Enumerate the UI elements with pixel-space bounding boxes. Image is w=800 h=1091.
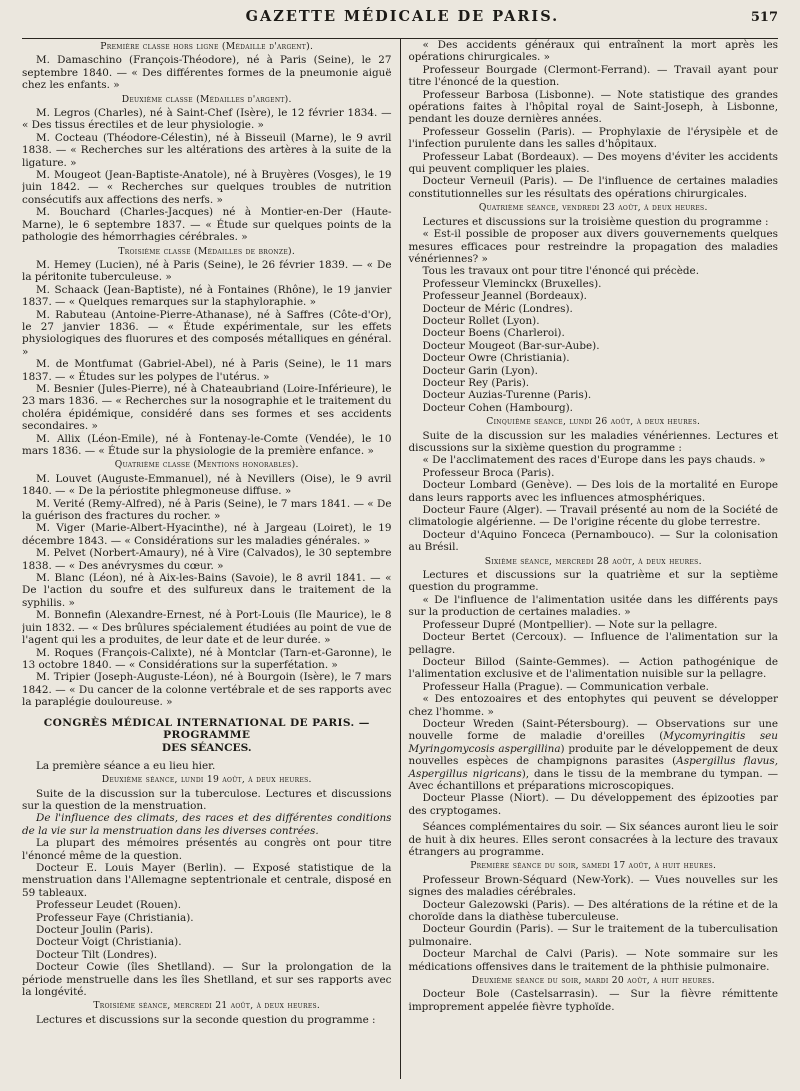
paragraph: Docteur Garin (Lyon).: [422, 364, 538, 377]
paragraph: Professeur Dupré (Montpellier). — Note sur la pellagre.: [422, 618, 718, 631]
paragraph: M. Louvet (Auguste-Emmanuel), né à Nevillers (Oise), le 9 avril 1840. — « De la périostite phlegmoneuse diffuse. »: [22, 472, 392, 498]
paragraph: M. Tripier (Joseph-Auguste-Léon), né à Bourgoin (Isère), le 7 mars 1842. — « Du cancer de la colonne vertébrale et de ses rapports avec la paraplégie douloureuse. »: [22, 671, 392, 709]
paragraph: Professeur Halla (Prague). — Communication verbale.: [422, 680, 709, 693]
paragraph: Docteur Verneuil (Paris). — De l'influence de certaines maladies constitutionnelles sur les résultats des opérations chirurgicales.: [408, 175, 778, 200]
paragraph: M. Cocteau (Théodore-Célestin), né à Bisseuil (Marne), le 9 avril 1838. — « Recherches sur les altérations des artères à la suite de la ligature. »: [22, 131, 392, 169]
paragraph: « De l'acclimatement des races d'Europe dans les pays chauds. »: [422, 454, 766, 467]
paragraph: M. Allix (Léon-Emile), né à Fontenay-le-Comte (Vendée), le 10 mars 1836. — « Étude sur la physiologie de la première enfance. »: [22, 432, 392, 457]
paragraph: Professeur Faye (Christiania).: [36, 911, 194, 924]
paragraph-with-italics: [409, 718, 779, 792]
congress-subheading: DES SÉANCES.: [161, 742, 252, 755]
journal-title: GAZETTE MÉDICALE DE PARIS.: [245, 8, 560, 25]
paragraph: M. Legros (Charles), né à Saint-Chef (Isère), le 12 février 1834. — « Des tissus érectiles et de leur physiologie. »: [22, 107, 392, 132]
paragraph: M. Blanc (Léon), né à Aix-les-Bains (Savoie), le 8 avril 1841. — « De l'action du soufre et des sulfureux dans le traitement de la syphilis. »: [22, 572, 392, 609]
paragraph: Lectures et discussions sur la troisième question du programme :: [422, 215, 769, 228]
section-heading: Quatrième classe (Mentions honorables).: [114, 459, 299, 471]
section-heading: Deuxième classe (Médailles d'argent).: [121, 93, 292, 105]
text-run: ) produite par le développement de deux nouvelles espèces de champignons parasites (: [408, 742, 778, 768]
paragraph: M. Hemey (Lucien), né à Paris (Seine), le 26 février 1839. — « De la péritonite tuberculeuse. »: [22, 258, 392, 284]
section-heading: Deuxième séance du soir, mardi 20 août, à huit heures.: [471, 975, 715, 987]
paragraph: M. Damaschino (François-Théodore), né à Paris (Seine), le 27 septembre 1840. — « Des différentes formes de la pneumonie aiguë chez les enfants. »: [22, 54, 392, 92]
paragraph: Docteur Owre (Christiania).: [422, 352, 570, 365]
paragraph: Docteur Mougeot (Bar-sur-Aube).: [422, 339, 600, 352]
section-heading: Première séance du soir, samedi 17 août, à huit heures.: [470, 860, 717, 872]
two-column-body: [22, 39, 778, 1079]
paragraph: La première séance a eu lieu hier.: [36, 759, 216, 772]
paragraph: Docteur Rey (Paris).: [422, 376, 530, 389]
paragraph: M. Bouchard (Charles-Jacques) né à Montier-en-Der (Haute-Marne), le 6 septembre 1837. — « Étude sur quelques points de la pathologie des hémorrhagies cérébrales. »: [22, 206, 392, 244]
section-heading: Troisième classe (Médailles de bronze).: [118, 245, 296, 257]
paragraph: Docteur Billod (Sainte-Gemmes). — Action pathogénique de l'alimentation exclusive et de l'alimentation nuisible sur la pellagre.: [408, 655, 778, 681]
paragraph: Docteur Cohen (Hambourg).: [422, 401, 573, 414]
section-heading: Cinquième séance, lundi 26 août, à deux heures.: [486, 416, 701, 428]
section-heading: Troisième séance, mercredi 21 août, à deux heures.: [93, 1000, 321, 1012]
paragraph: Docteur Marchal de Calvi (Paris). — Note sommaire sur les médications offensives dans le traitement de la phthisie pulmonaire.: [408, 948, 778, 973]
paragraph: Professeur Gosselin (Paris). — Prophylaxie de l'érysipèle et de l'infection purulente dans les salles d'hôpitaux.: [408, 125, 778, 151]
paragraph: Docteur Boens (Charleroi).: [422, 327, 565, 340]
paragraph: Professeur Broca (Paris).: [422, 466, 555, 479]
paragraph: Docteur d'Aquino Fonceca (Pernambouco). — Sur la colonisation au Brésil.: [408, 528, 778, 554]
paragraph: Professeur Jeannel (Bordeaux).: [422, 290, 587, 303]
paragraph: « Est-il possible de proposer aux divers gouvernements quelques mesures efficaces pour restreindre la propagation des maladies vénériennes? »: [408, 228, 778, 265]
paragraph: Docteur Faure (Alger). — Travail présenté au nom de la Société de climatologie algérienne. — De l'origine récente du globe terrestre.: [408, 504, 778, 529]
paragraph: Tous les travaux ont pour titre l'énoncé qui précède.: [422, 265, 700, 278]
paragraph: Docteur E. Louis Mayer (Berlin). — Exposé statistique de la menstruation dans l'Allemagne septentrionale et centrale, disposé en 59 tableaux.: [22, 862, 392, 899]
paragraph: M. Schaack (Jean-Baptiste), né à Fontaines (Rhône), le 19 janvier 1837. — « Quelques remarques sur la staphyloraphie. »: [22, 283, 392, 309]
paragraph: Professeur Barbosa (Lisbonne). — Note statistique des grandes opérations faites à l'hôpital royal de Saint-Joseph, à Lisbonne, pendant les douze dernières années.: [408, 88, 778, 126]
paragraph: Professeur Leudet (Rouen).: [36, 899, 182, 912]
text-run: ), dans le tissu de la membrane du tympan. — Avec échantillons et préparations microscopiques.: [408, 767, 778, 792]
paragraph: Professeur Brown-Séquard (New-York). — Vues nouvelles sur les signes des maladies cérébrales.: [408, 873, 778, 899]
paragraph: Docteur Tilt (Londres).: [36, 948, 158, 961]
right-column: [400, 39, 779, 1079]
paragraph: Docteur Bole (Castelsarrasin). — Sur la fièvre rémittente improprement appelée fièvre typhoïde.: [408, 988, 778, 1013]
paragraph: « Des entozoaires et des entophytes qui peuvent se développer chez l'homme. »: [408, 693, 778, 718]
paragraph: Séances complémentaires du soir. — Six séances auront lieu le soir de huit à dix heures. Elles seront consacrées à la lecture des travaux étrangers au programme.: [408, 821, 778, 858]
paragraph: « De l'influence de l'alimentation usitée dans les différents pays sur la production de certaines maladies. »: [408, 593, 778, 619]
paragraph: M. Viger (Marie-Albert-Hyacinthe), né à Jargeau (Loiret), le 19 décembre 1843. — « Considérations sur les maladies générales. »: [22, 522, 392, 547]
italic-paragraph: De l'influence des climats, des races et des différentes conditions de la vie sur la menstruation dans les diverses contrées.: [22, 812, 392, 837]
paragraph: Suite de la discussion sur la tuberculose. Lectures et discussions sur la question de la menstruation.: [22, 787, 392, 812]
paragraph: Docteur Galezowski (Paris). — Des altérations de la rétine et de la choroïde dans la diathèse tuberculeuse.: [408, 898, 778, 924]
paragraph: Docteur Lombard (Genève). — Des lois de la mortalité en Europe dans leurs rapports avec les influences atmosphériques.: [408, 479, 778, 504]
paragraph: Lectures et discussions sur la seconde question du programme :: [36, 1013, 376, 1026]
section-heading: Première classe hors ligne (Médaille d'argent).: [100, 41, 314, 52]
paragraph: M. Mougeot (Jean-Baptiste-Anatole), né à Bruyères (Vosges), le 19 juin 1842. — « Recherches sur quelques troubles de nutrition consécutifs aux affections des nerfs. »: [22, 169, 392, 206]
paragraph: Docteur de Méric (Londres).: [422, 302, 573, 315]
paragraph: M. Roques (François-Calixte), né à Montclar (Tarn-et-Garonne), le 13 octobre 1840. — « Considérations sur la superfétation. »: [22, 646, 392, 671]
page-header: [22, 8, 778, 34]
paragraph: Docteur Plasse (Niort). — Du développement des épizooties par des cryptogames.: [408, 792, 778, 817]
paragraph: La plupart des mémoires présentés au congrès ont pour titre l'énoncé même de la question.: [22, 837, 392, 862]
paragraph: Suite de la discussion sur les maladies vénériennes. Lectures et discussions sur la sixième question du programme :: [408, 429, 778, 454]
paragraph: Professeur Vleminckx (Bruxelles).: [422, 277, 602, 290]
left-column: [22, 39, 400, 1079]
section-heading: Quatrième séance, vendredi 23 août, à deux heures.: [478, 202, 708, 214]
page-number: 517: [750, 10, 778, 25]
paragraph: Docteur Gourdin (Paris). — Sur le traitement de la tuberculisation pulmonaire.: [408, 923, 778, 948]
congress-heading: CONGRÈS MÉDICAL INTERNATIONAL DE PARIS. — PROGRAMME: [43, 716, 370, 741]
text-run: Docteur Wreden (Saint-Pétersbourg). — Observations sur une nouvelle forme de maladie d'oreilles (: [408, 717, 778, 743]
paragraph: Professeur Labat (Bordeaux). — Des moyens d'éviter les accidents qui peuvent compliquer les plaies.: [408, 150, 778, 176]
paragraph: M. Bonnefin (Alexandre-Ernest, né à Port-Louis (Ile Maurice), le 8 juin 1832. — « Des brûlures spécialement étudiées au point de vue de l'agent qui les a produites, de leur date et de leur durée. »: [22, 609, 392, 647]
paragraph: Docteur Voigt (Christiania).: [36, 936, 182, 949]
italic-run: Aspergillus flavus, Aspergillus nigricans: [408, 755, 778, 780]
section-heading: Sixième séance, mercredi 28 août, à deux heures.: [484, 555, 702, 567]
italic-run: Mycomyringitis seu Myringomycosis aspergillina: [408, 730, 778, 755]
paragraph: « Des accidents généraux qui entraînent la mort après les opérations chirurgicales. »: [408, 39, 778, 64]
paragraph: M. de Montfumat (Gabriel-Abel), né à Paris (Seine), le 11 mars 1837. — « Études sur les polypes de l'utérus. »: [22, 358, 392, 383]
paragraph: M. Verité (Remy-Alfred), né à Paris (Seine), le 7 mars 1841. — « De la guérison des fractures du rocher. »: [22, 497, 392, 523]
paragraph: M. Besnier (Jules-Pierre), né à Chateaubriand (Loire-Inférieure), le 23 mars 1836. — « Recherches sur la nosographie et le traitement du choléra épidémique, considéré dans ses formes et ses accidents secondaires. »: [22, 382, 392, 433]
paragraph: Docteur Bertet (Cercoux). — Influence de l'alimentation sur la pellagre.: [408, 631, 778, 656]
paragraph: Lectures et discussions sur la quatrième et sur la septième question du programme.: [408, 569, 778, 594]
paragraph: Docteur Rollet (Lyon).: [422, 314, 540, 327]
section-heading: Deuxième séance, lundi 19 août, à deux heures.: [101, 774, 312, 786]
paragraph: M. Rabuteau (Antoine-Pierre-Athanase), né à Saffres (Côte-d'Or), le 27 janvier 1836. — « Étude expérimentale, sur les effets physiologiques des fluorures et des composés métalliques en général. »: [22, 308, 392, 358]
paragraph: Docteur Cowie (îles Shetlland). — Sur la prolongation de la période menstruelle dans les îles Shetlland, et sur ses rapports avec la longévité.: [22, 961, 392, 999]
paragraph: M. Pelvet (Norbert-Amaury), né à Vire (Calvados), le 30 septembre 1838. — « Des anévrysmes du cœur. »: [22, 547, 392, 572]
paragraph: Docteur Auzias-Turenne (Paris).: [422, 389, 592, 402]
paragraph: Docteur Joulin (Paris).: [36, 924, 154, 937]
paragraph: Professeur Bourgade (Clermont-Ferrand). — Travail ayant pour titre l'énoncé de la question.: [408, 63, 778, 89]
